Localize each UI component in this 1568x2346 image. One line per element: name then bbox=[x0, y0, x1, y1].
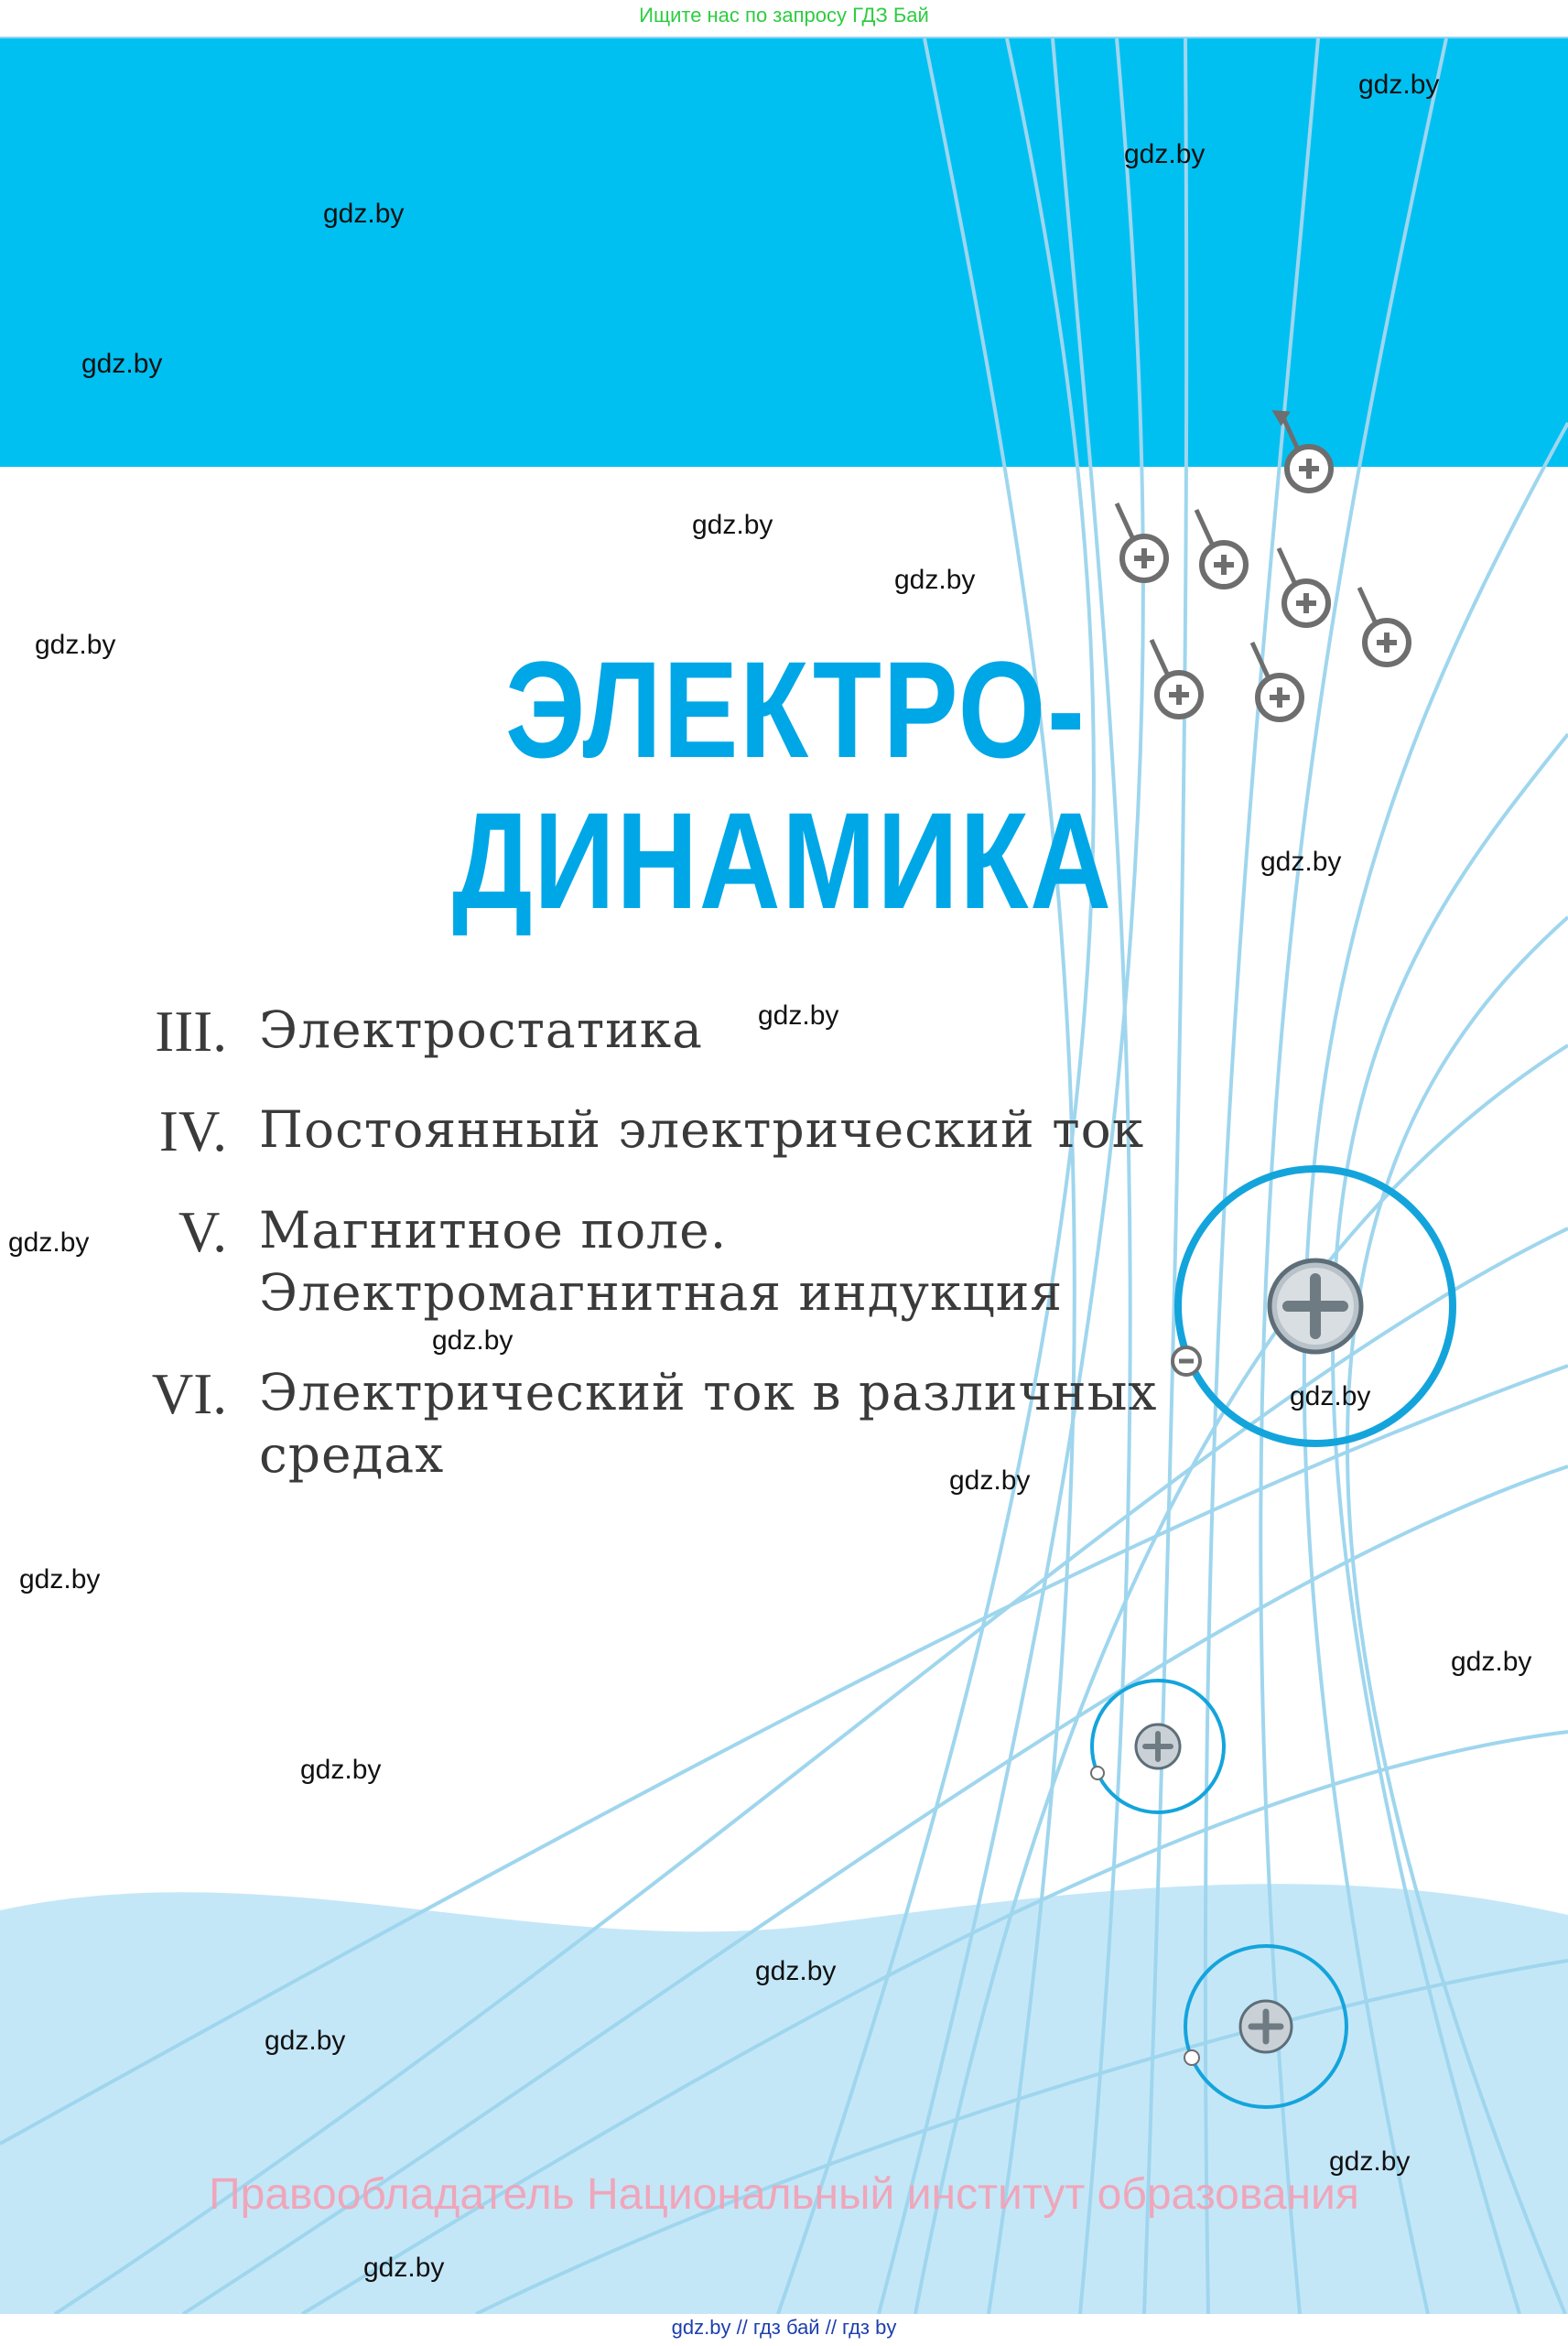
watermark: gdz.by bbox=[300, 1755, 382, 1785]
positive-charge bbox=[1359, 588, 1409, 665]
watermark: gdz.by bbox=[19, 1564, 101, 1595]
section-number: IV. bbox=[158, 1099, 227, 1163]
section-title: Электростатика bbox=[259, 1000, 703, 1059]
watermark: gdz.by bbox=[35, 630, 116, 660]
watermark: gdz.by bbox=[1451, 1647, 1532, 1677]
watermark: gdz.by bbox=[692, 510, 773, 540]
section-number: VI. bbox=[151, 1362, 227, 1426]
title-line-1: ЭЛЕКТРО- bbox=[505, 632, 1087, 786]
section-title: Постоянный электрический ток bbox=[259, 1100, 1145, 1159]
title-line-2: ДИНАМИКА bbox=[452, 784, 1113, 937]
positive-charge bbox=[1279, 548, 1328, 625]
watermark: gdz.by bbox=[323, 199, 405, 229]
watermark: gdz.by bbox=[8, 1227, 90, 1258]
watermark: gdz.by bbox=[1124, 139, 1206, 169]
top-banner-text[interactable]: Ищите нас по запросу ГДЗ Бай bbox=[639, 4, 929, 27]
watermark: gdz.by bbox=[1329, 2146, 1411, 2177]
positive-charge bbox=[1152, 640, 1201, 717]
section-number: III. bbox=[155, 1000, 227, 1064]
bottom-bar-links[interactable]: gdz.by // гдз бай // гдз by bbox=[671, 2316, 897, 2339]
watermark: gdz.by bbox=[894, 565, 976, 595]
positive-charge bbox=[1196, 510, 1246, 587]
section-title: Электрический ток в различных bbox=[259, 1363, 1158, 1422]
bottom-wave bbox=[0, 1884, 1568, 2314]
section-title: Магнитное поле. bbox=[259, 1201, 728, 1259]
watermark: gdz.by bbox=[363, 2253, 445, 2283]
copyright-notice: Правообладатель Национальный институт образования bbox=[209, 2170, 1359, 2219]
watermark: gdz.by bbox=[1260, 847, 1342, 877]
atom-medium bbox=[1091, 1681, 1224, 1812]
watermark: gdz.by bbox=[1290, 1381, 1371, 1411]
section-title-continued: Электромагнитная индукция bbox=[259, 1263, 1064, 1322]
watermark: gdz.by bbox=[949, 1465, 1031, 1496]
watermark: gdz.by bbox=[755, 1956, 837, 1986]
watermark: gdz.by bbox=[1358, 70, 1440, 100]
watermark: gdz.by bbox=[81, 349, 163, 379]
section-title-continued: средах bbox=[259, 1425, 445, 1484]
watermark: gdz.by bbox=[758, 1000, 839, 1031]
section-number: V. bbox=[178, 1200, 227, 1264]
watermark: gdz.by bbox=[265, 2026, 346, 2056]
watermark: gdz.by bbox=[432, 1325, 514, 1356]
header-band bbox=[0, 38, 1568, 467]
